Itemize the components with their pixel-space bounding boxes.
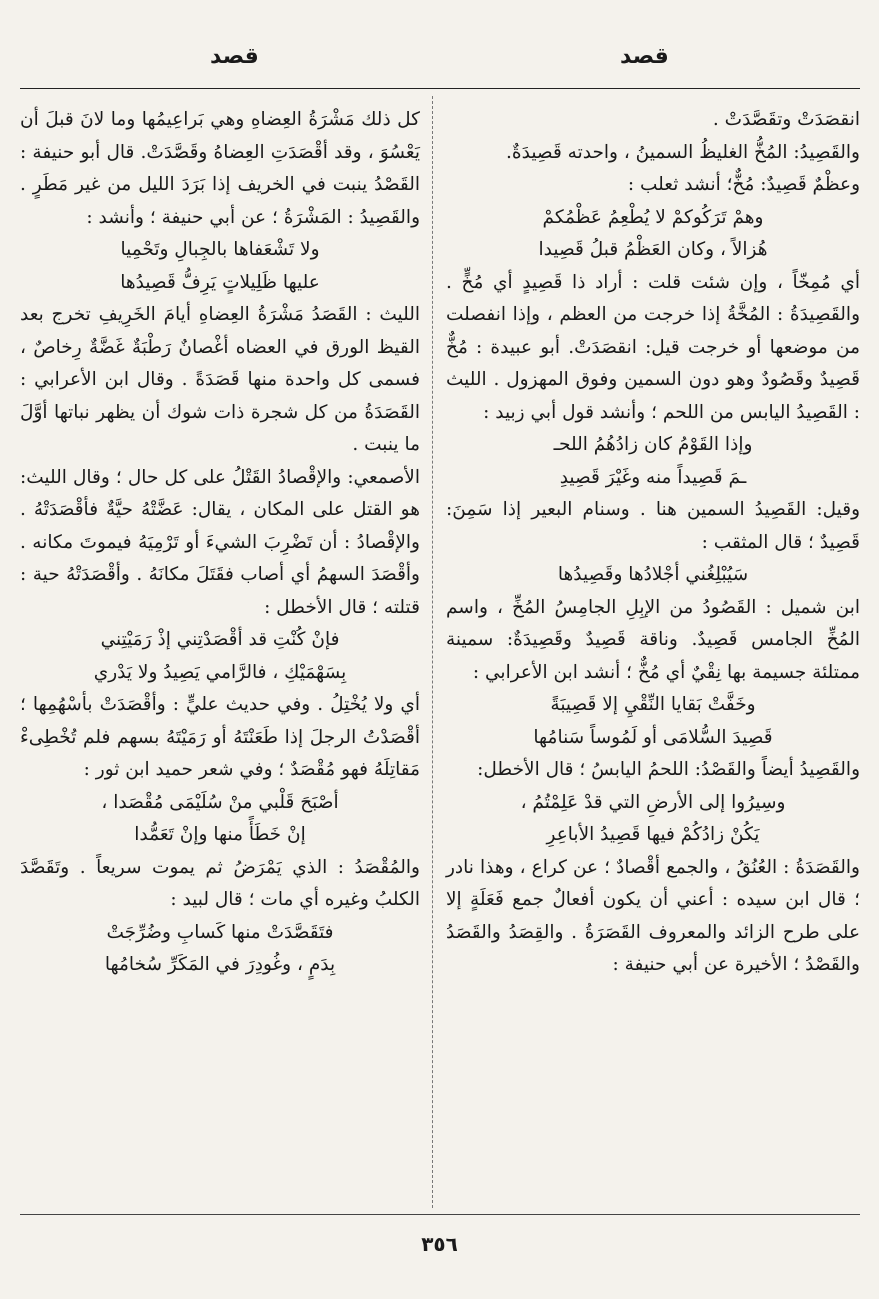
paragraph: انقصَدَتْ وتقَصَّدَتْ . bbox=[712, 109, 860, 130]
paragraph: الليث : القَصَدُ مَشْرَةُ العِضاهِ أيامَ الخَرِيفِ تخرج بعد القيظ الورق في العضاه أغْصانٌ رَطْبَةٌ غَضَّةٌ رِخاصٌ ، فسمى كل واحدة منها قَصَدَةً . وقال ابن الأعرابي : القَصَدَةُ من كل شجرة ذات شوك أن يظهر نباتها أوَّلَ ما ينبت . bbox=[20, 304, 420, 455]
paragraph: وعظْمٌ قَصِيدٌ: مُخٌّ؛ أنشد ثعلب : bbox=[627, 174, 860, 195]
page-number: ٣٥٦ bbox=[421, 1232, 458, 1256]
header-word-left: قصد bbox=[210, 44, 259, 69]
verse-line: فتَقَصَّدَتْ منها كَسابِ وضُرِّجَتْ bbox=[106, 921, 334, 943]
verse-line: فإنْ كُنْتِ قد أقْصَدْتِني إذْ رَمَيْتِني bbox=[100, 629, 340, 650]
verse-line: وخَفَّتْ بَقايا النِّقْيِ إلا قَصِيبَةً bbox=[550, 694, 756, 715]
paragraph: الأصمعي: والإقْصادُ القَتْلُ على كل حال ؛ وقال الليث: هو القتل على المكان ، يقال: عَضَّتْهُ حيَّةٌ فأقْصَدَتْهُ . والإقْصادُ : أن تَضْرِبَ الشيءَ أو تَرْمِيَهُ فيموتَ مكانه . وأقْصَدَ السهمُ أي أصاب فقَتَلَ مكانَهُ . وأقْصَدَتْهُ حية : قتلته ؛ قال الأخطل : bbox=[20, 466, 420, 618]
paragraph: ابن شميل : القَصُودُ من الإبِلِ الجامِسُ المُخِّ ، واسم المُخِّ الجامس قَصِيدٌ. وناقة قَصِيدٌ وقَصِيدَةٌ: سمينة ممتلئة جسيمة بها نِقْيٌ أي مُخٌّ ؛ أنشد ابن الأعرابي : bbox=[446, 596, 860, 683]
verse-line: هُزالاً ، وكان العَظْمُ قبلُ قَصِيدا bbox=[538, 239, 768, 260]
paragraph: كل ذلك مَشْرَةُ العِضاهِ وهي بَراعِيمُها وما لانَ قبلَ أن يَعْسُوَ ، وقد أقْصَدَتِ العِضاهُ وقَصَّدَتْ. قال أبو حنيفة : القَصْدُ ينبت في الخريف إذا بَرَدَ الليل من غير مَطَرٍ . والقَصِيدُ : المَشْرَةُ ؛ عن أبي حنيفة ؛ وأنشد : bbox=[20, 109, 420, 228]
verse-line: سَيُبْلِغُني أجْلادُها وقَصِيدُها bbox=[557, 564, 749, 585]
header-word-right: قصد bbox=[620, 44, 669, 69]
paragraph: والقَصِيدُ أيضاً والقَصْدُ: اللحمُ اليابسُ ؛ قال الأخطل: bbox=[477, 759, 860, 780]
paragraph: أي ولا يُخْتِلُ . وفي حديث عليٍّ : وأقْصَدَتْ بأسْهُمِها ؛ أقْصَدْتُ الرجلَ إذا طَعَنْتَهُ أو رَمَيْتَهُ بسهم فلم تُخْطِىءْ مَقاتِلَهُ فهو مُقْصَدٌ ؛ وفي شعر حميد ابن ثور : bbox=[20, 694, 420, 780]
verse-line: قَصِيدَ السُّلامَى أو لَمُوساً سَنامُها bbox=[533, 726, 773, 748]
paragraph: والقَصِيدُ: المُخُّ الغليظُ السمينُ ، واحدته قَصِيدَةٌ. bbox=[506, 141, 860, 163]
paragraph: والقَصَدَةُ : العُنُقُ ، والجمع أقْصادٌ ؛ عن كراع ، وهذا نادر ؛ قال ابن سيده : أعني أن يكون أفعالٌ جمع فَعَلَةٍ إلا على طرح الزائد والمعروف القَصَرَةُ . والقِصَدُ والقَصَدُ والقَصْدُ ؛ الأخيرة عن أبي حنيفة : bbox=[446, 856, 860, 975]
column-divider bbox=[432, 96, 433, 1208]
verse-line: ـمَ قَصِيداً منه وغَيْرَ قَصِيدِ bbox=[559, 466, 747, 488]
verse-line: أصْبَحَ قَلْبي منْ سُلَيْمَى مُقْصَدا ، bbox=[101, 791, 339, 813]
footer-rule bbox=[20, 1214, 860, 1215]
paragraph: وقيل: القَصِيدُ السمين هنا . وسنام البعير إذا سَمِنَ: قَصِيدٌ ؛ قال المثقب : bbox=[446, 499, 860, 553]
verse-line: عليها ظَلِيلاتٍ يَرِفُّ قَصِيدُها bbox=[120, 271, 320, 293]
paragraph: والمُقْصَدُ : الذي يَمْرَضُ ثم يموت سريعاً . وتَقَصَّدَ الكلبُ وغيره أي مات ؛ قال لبيد : bbox=[20, 856, 420, 910]
paragraph: أي مُمِخّاً ، وإن شئت قلت : أراد ذا قَصِيدٍ أي مُخٍّ . والقَصِيدَةُ : المُخَّةُ إذا خرجت من العظم ، وإذا انفصلت من موضعها أو خرجت قيل: انقصَدَتْ. أبو عبيدة : مُخٌّ قَصِيدٌ وقَصُودٌ وهو دون السمين وفوق المهزول . الليث : القَصِيدُ اليابس من اللحم ؛ وأنشد قول أبي زبيد : bbox=[446, 271, 860, 423]
verse-line: وهمْ تَرَكُوكمْ لا يُطْعِمُ عَظْمُكمْ bbox=[542, 206, 764, 228]
verse-line: إنْ خَطَأً منها وإنْ تَعَمُّدا bbox=[134, 824, 306, 845]
verse-line: وإذا القَوْمُ كان زادُهُمُ اللحـ bbox=[553, 434, 753, 455]
verse-line: وسِيرُوا إلى الأرضِ التي قدْ عَلِمْتُمُ ، bbox=[520, 791, 786, 813]
right-column bbox=[446, 104, 860, 982]
verse-line: ولا تَشْعَفاها بالجِبالِ وتَحْمِيا bbox=[120, 239, 320, 260]
verse-line: يَكُنْ زادُكُمْ فيها قَصِيدُ الأباعِرِ bbox=[546, 824, 760, 845]
verse-line: بِسَهْمَيْكِ ، فالرَّامي يَصِيدُ ولا يَدْري bbox=[93, 661, 347, 683]
header-rule bbox=[20, 88, 860, 89]
left-column bbox=[20, 104, 420, 982]
verse-line: بِدَمٍ ، وغُودِرَ في المَكَرِّ سُخامُها bbox=[104, 954, 336, 975]
